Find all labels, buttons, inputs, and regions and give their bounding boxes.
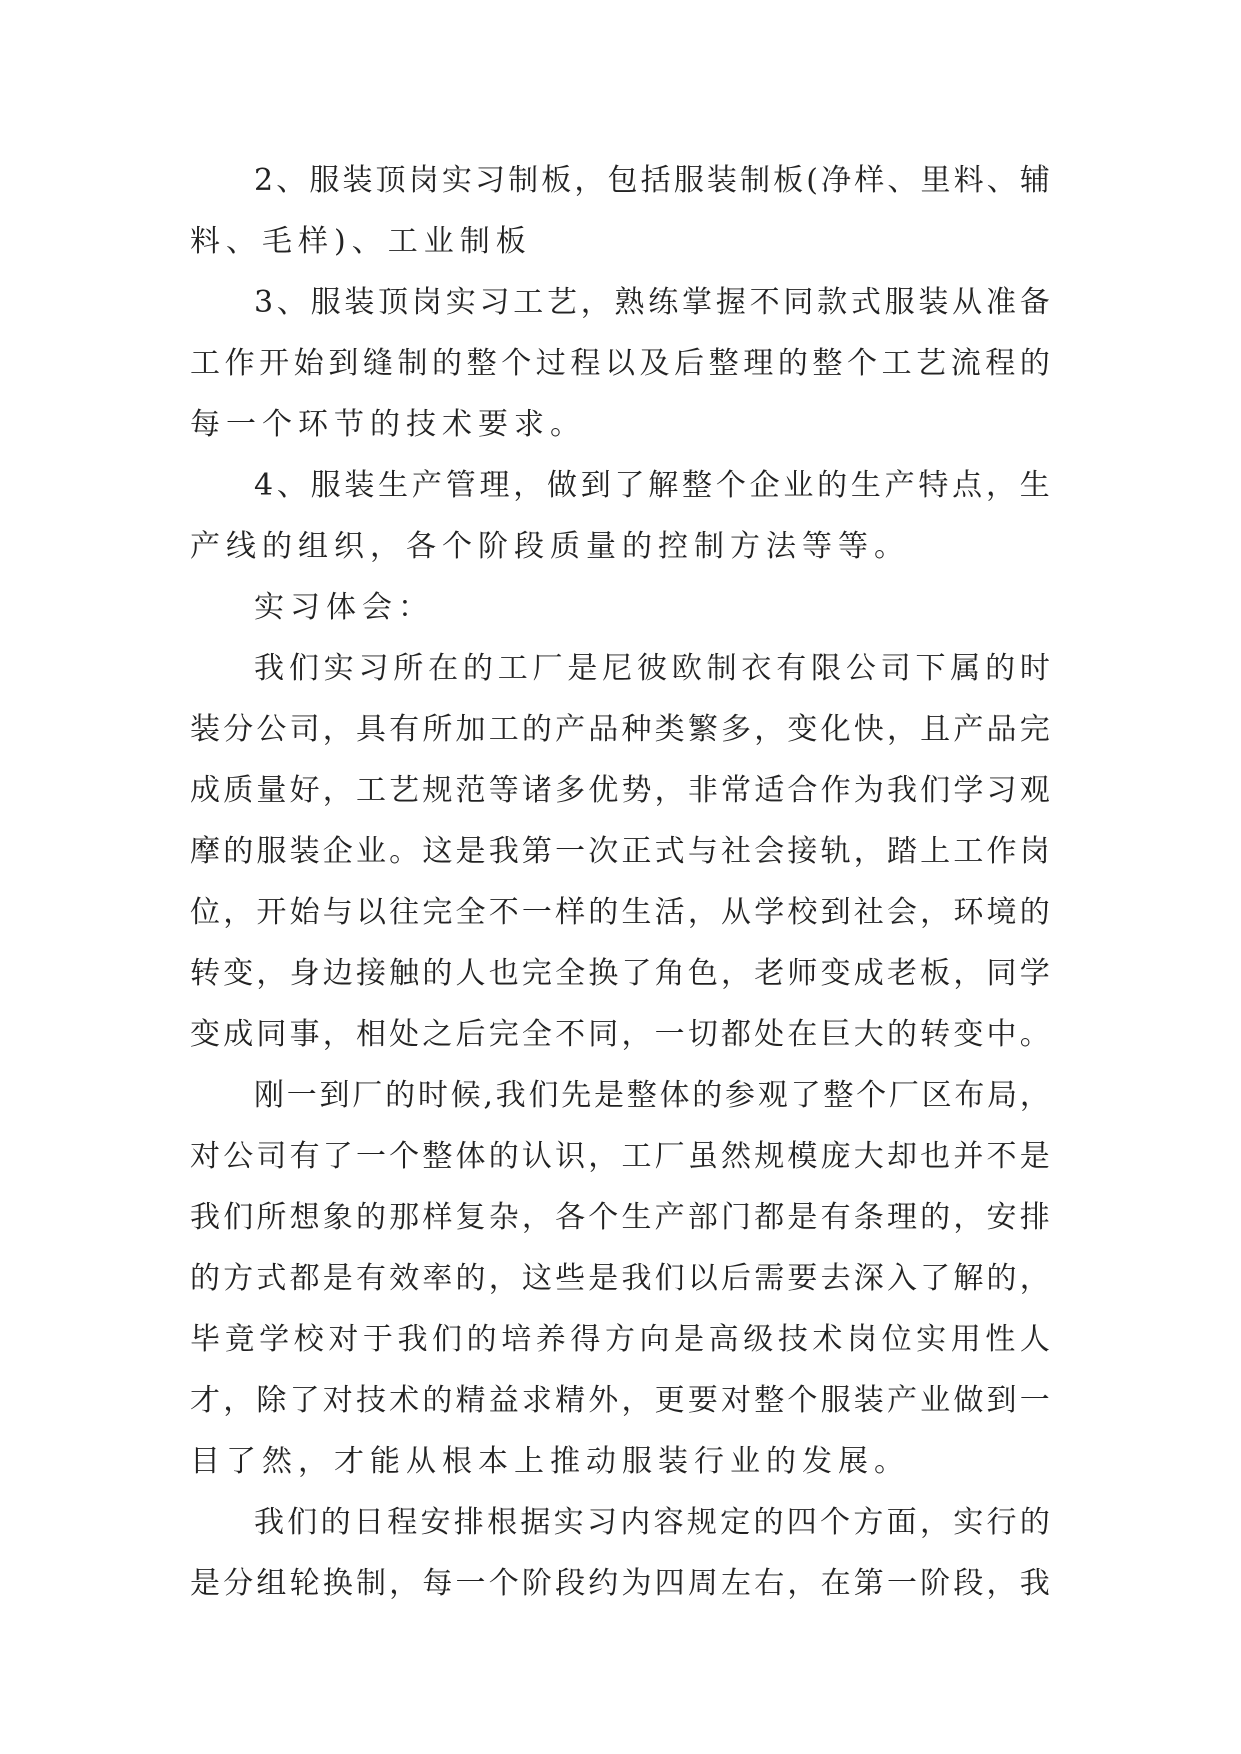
text-line: 每 一 个 环 节 的 技 术 要 求 。 bbox=[190, 407, 586, 442]
text-line: 我 们 实 习 所 在 的 工 厂 是 尼 彼 欧 制 衣 有 限 公 司 下 属 的 时 bbox=[254, 651, 1050, 686]
text-line: 我 们 所 想 象 的 那 样 复 杂 ， 各 个 生 产 部 门 都 是 有 条 理 的 ， 安 排 bbox=[190, 1200, 1050, 1235]
text-line: 料 、 毛 样 ) 、 工 业 制 板 bbox=[190, 224, 532, 259]
text-line: 才 ， 除 了 对 技 术 的 精 益 求 精 外 ， 更 要 对 整 个 服 装 产 业 做 到 一 bbox=[190, 1383, 1050, 1418]
text-line: 实 习 体 会 ： bbox=[254, 590, 434, 625]
document-body bbox=[190, 150, 1050, 1614]
text-line: 3 、 服 装 顶 岗 实 习 工 艺 ， 熟 练 掌 握 不 同 款 式 服 装 从 准 备 bbox=[254, 285, 1050, 320]
text-line: 成 质 量 好 ， 工 艺 规 范 等 诸 多 优 势 ， 非 常 适 合 作 为 我 们 学 习 观 bbox=[190, 773, 1050, 808]
text-line: 变 成 同 事 ， 相 处 之 后 完 全 不 同 ， 一 切 都 处 在 巨 大 的 转 变 中 。 bbox=[190, 1017, 1050, 1052]
text-line: 装 分 公 司 ， 具 有 所 加 工 的 产 品 种 类 繁 多 ， 变 化 快 ， 且 产 品 完 bbox=[190, 712, 1050, 747]
text-line: 产 线 的 组 织 ， 各 个 阶 段 质 量 的 控 制 方 法 等 等 。 bbox=[190, 529, 910, 564]
text-line: 4 、 服 装 生 产 管 理 ， 做 到 了 解 整 个 企 业 的 生 产 特 点 ， 生 bbox=[254, 468, 1050, 503]
text-line: 是 分 组 轮 换 制 ， 每 一 个 阶 段 约 为 四 周 左 右 ， 在 第 一 阶 段 ， 我 bbox=[190, 1566, 1050, 1601]
text-line: 2 、 服 装 顶 岗 实 习 制 板 ， 包 括 服 装 制 板 ( 净 样 、 里 料 、 辅 bbox=[254, 163, 1050, 198]
text-line: 毕 竟 学 校 对 于 我 们 的 培 养 得 方 向 是 高 级 技 术 岗 位 实 用 性 人 bbox=[190, 1322, 1050, 1357]
text-line: 刚 一 到 厂 的 时 候 , 我 们 先 是 整 体 的 参 观 了 整 个 厂 区 布 局 ， bbox=[254, 1078, 1050, 1113]
text-line: 工 作 开 始 到 缝 制 的 整 个 过 程 以 及 后 整 理 的 整 个 工 艺 流 程 的 bbox=[190, 346, 1050, 381]
text-line: 对 公 司 有 了 一 个 整 体 的 认 识 ， 工 厂 虽 然 规 模 庞 大 却 也 并 不 是 bbox=[190, 1139, 1050, 1174]
text-line: 的 方 式 都 是 有 效 率 的 ， 这 些 是 我 们 以 后 需 要 去 深 入 了 解 的 ， bbox=[190, 1261, 1050, 1296]
text-line: 摩 的 服 装 企 业 。 这 是 我 第 一 次 正 式 与 社 会 接 轨 ， 踏 上 工 作 岗 bbox=[190, 834, 1050, 869]
text-line: 位 ， 开 始 与 以 往 完 全 不 一 样 的 生 活 ， 从 学 校 到 社 会 ， 环 境 的 bbox=[190, 895, 1050, 930]
text-line: 目 了 然 ， 才 能 从 根 本 上 推 动 服 装 行 业 的 发 展 。 bbox=[190, 1444, 910, 1479]
text-line: 我 们 的 日 程 安 排 根 据 实 习 内 容 规 定 的 四 个 方 面 ， 实 行 的 bbox=[254, 1505, 1050, 1540]
text-line: 转 变 ， 身 边 接 触 的 人 也 完 全 换 了 角 色 ， 老 师 变 成 老 板 ， 同 学 bbox=[190, 956, 1050, 991]
